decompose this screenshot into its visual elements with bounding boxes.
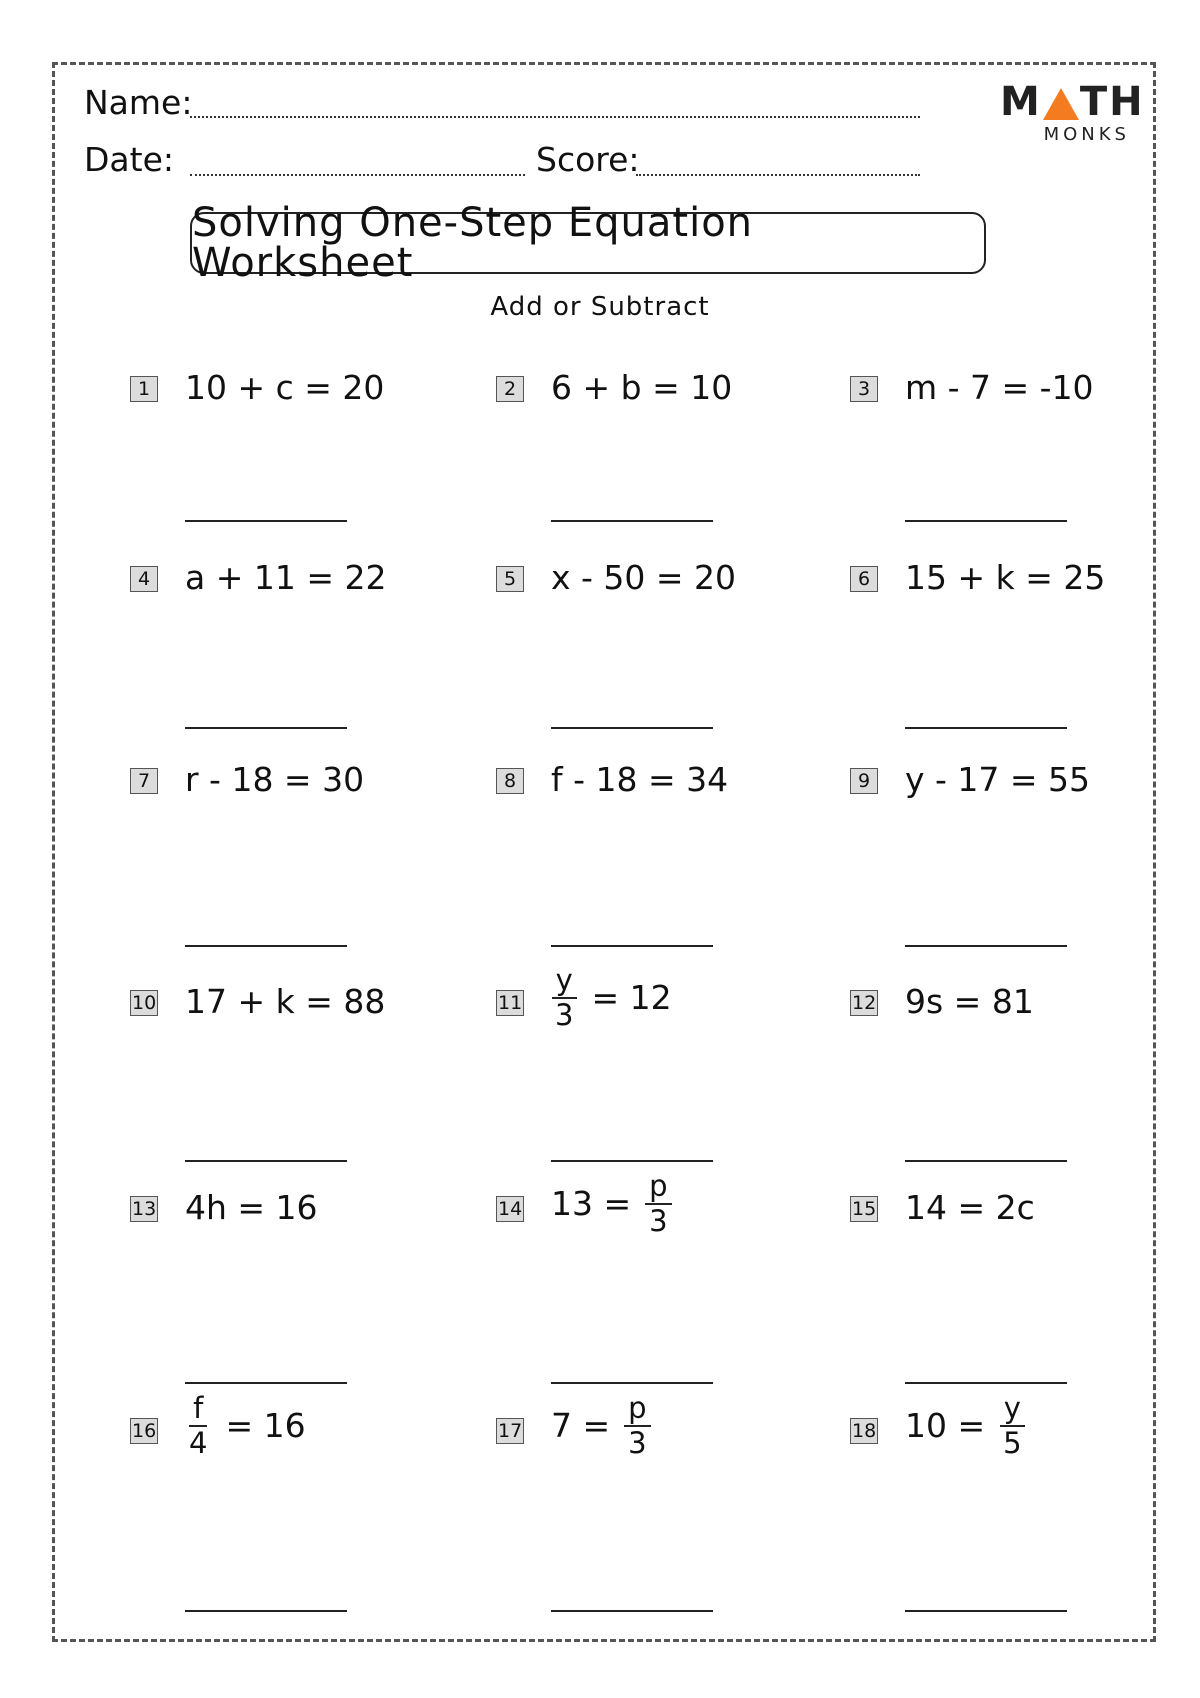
answer-line[interactable] — [551, 727, 713, 729]
problem-number: 15 — [852, 1198, 877, 1220]
equation — [905, 1186, 1035, 1230]
fraction-numerator: p — [624, 1394, 650, 1427]
answer-line[interactable] — [905, 727, 1067, 729]
fraction-numerator: y — [1000, 1394, 1025, 1427]
fraction-denominator: 5 — [1003, 1426, 1022, 1460]
equation — [185, 556, 386, 600]
equation — [905, 556, 1105, 600]
problem-number: 11 — [498, 992, 523, 1014]
problem-number: 9 — [850, 768, 878, 794]
equation-text: m - 7 = -10 — [905, 368, 1094, 407]
answer-line[interactable] — [905, 945, 1067, 947]
equation-text: 14 = 2c — [905, 1188, 1035, 1227]
fraction-denominator: 4 — [189, 1426, 208, 1460]
logo-subtitle: MONKS — [1043, 124, 1130, 145]
equation-text: r - 18 = 30 — [185, 760, 365, 799]
fraction-numerator: f — [189, 1394, 207, 1427]
problem-number: 4 — [130, 566, 158, 592]
equation-lhs: 10 = — [905, 1406, 986, 1445]
title-box — [190, 200, 986, 286]
fraction — [624, 1391, 650, 1460]
problem-number: 7 — [130, 768, 158, 794]
problem-number: 12 — [852, 992, 877, 1014]
equation — [551, 963, 672, 1032]
answer-line[interactable] — [185, 727, 347, 729]
equation — [185, 758, 364, 802]
equation — [551, 556, 736, 600]
equation — [551, 366, 732, 410]
equation-text: f - 18 = 34 — [551, 760, 729, 799]
name-field[interactable] — [190, 116, 920, 118]
answer-line[interactable] — [185, 1382, 347, 1384]
logo-word-start: M — [1000, 79, 1042, 125]
problem-number: 2 — [496, 376, 524, 402]
problem-number: 14 — [498, 1198, 523, 1220]
equation — [185, 980, 385, 1024]
fraction-numerator: p — [645, 1172, 671, 1205]
equation-rhs: = 12 — [591, 978, 672, 1017]
name-label: Name: — [84, 83, 193, 122]
logo-word-end: TH — [1079, 79, 1145, 125]
answer-line[interactable] — [905, 520, 1067, 522]
equation-text: a + 11 = 22 — [185, 558, 387, 597]
fraction — [185, 1391, 211, 1460]
answer-line[interactable] — [551, 945, 713, 947]
problem-number: 1 — [130, 376, 158, 402]
fraction — [999, 1391, 1025, 1460]
equation-text: 9s = 81 — [905, 982, 1034, 1021]
fraction — [645, 1169, 671, 1238]
fraction-denominator: 3 — [649, 1204, 668, 1238]
problem-number: 18 — [852, 1420, 877, 1442]
equation — [905, 980, 1034, 1024]
worksheet-title: Solving One-Step Equation Worksheet — [192, 200, 754, 286]
equation-text: 6 + b = 10 — [551, 368, 733, 407]
answer-line[interactable] — [905, 1382, 1067, 1384]
answer-line[interactable] — [551, 1160, 713, 1162]
equation-text: y - 17 = 55 — [905, 760, 1091, 799]
fraction — [551, 963, 577, 1032]
problem-number: 5 — [496, 566, 524, 592]
score-field[interactable] — [636, 174, 920, 176]
answer-line[interactable] — [185, 520, 347, 522]
equation — [185, 366, 384, 410]
equation — [551, 1391, 651, 1460]
worksheet-subtitle: Add or Subtract — [490, 292, 710, 322]
answer-line[interactable] — [551, 1610, 713, 1612]
equation-text: 4h = 16 — [185, 1188, 318, 1227]
problem-number: 13 — [132, 1198, 157, 1220]
logo-triangle-icon — [1043, 88, 1079, 120]
equation — [185, 1186, 318, 1230]
equation — [551, 1169, 672, 1238]
equation-text: 17 + k = 88 — [185, 982, 386, 1021]
problem-number: 10 — [132, 992, 157, 1014]
equation — [551, 758, 728, 802]
equation-rhs: = 16 — [225, 1406, 306, 1445]
equation — [905, 1391, 1026, 1460]
date-field[interactable] — [190, 174, 525, 176]
answer-line[interactable] — [551, 1382, 713, 1384]
problem-number: 17 — [498, 1420, 523, 1442]
fraction-numerator: y — [552, 966, 577, 999]
answer-line[interactable] — [905, 1160, 1067, 1162]
answer-line[interactable] — [905, 1610, 1067, 1612]
problem-number: 6 — [850, 566, 878, 592]
equation — [905, 758, 1090, 802]
math-monks-logo — [1000, 79, 1145, 145]
equation-text: 15 + k = 25 — [905, 558, 1106, 597]
problem-number: 16 — [132, 1420, 157, 1442]
equation-lhs: 13 = — [551, 1184, 632, 1223]
equation-lhs: 7 = — [551, 1406, 611, 1445]
equation-text: 10 + c = 20 — [185, 368, 385, 407]
answer-line[interactable] — [185, 1160, 347, 1162]
fraction-denominator: 3 — [555, 998, 574, 1032]
answer-line[interactable] — [551, 520, 713, 522]
equation — [185, 1391, 306, 1460]
problem-number: 8 — [496, 768, 524, 794]
answer-line[interactable] — [185, 1610, 347, 1612]
equation — [905, 366, 1094, 410]
fraction-denominator: 3 — [628, 1426, 647, 1460]
problem-number: 3 — [850, 376, 878, 402]
answer-line[interactable] — [185, 945, 347, 947]
date-label: Date: — [84, 140, 174, 179]
score-label: Score: — [536, 140, 640, 179]
equation-text: x - 50 = 20 — [551, 558, 737, 597]
